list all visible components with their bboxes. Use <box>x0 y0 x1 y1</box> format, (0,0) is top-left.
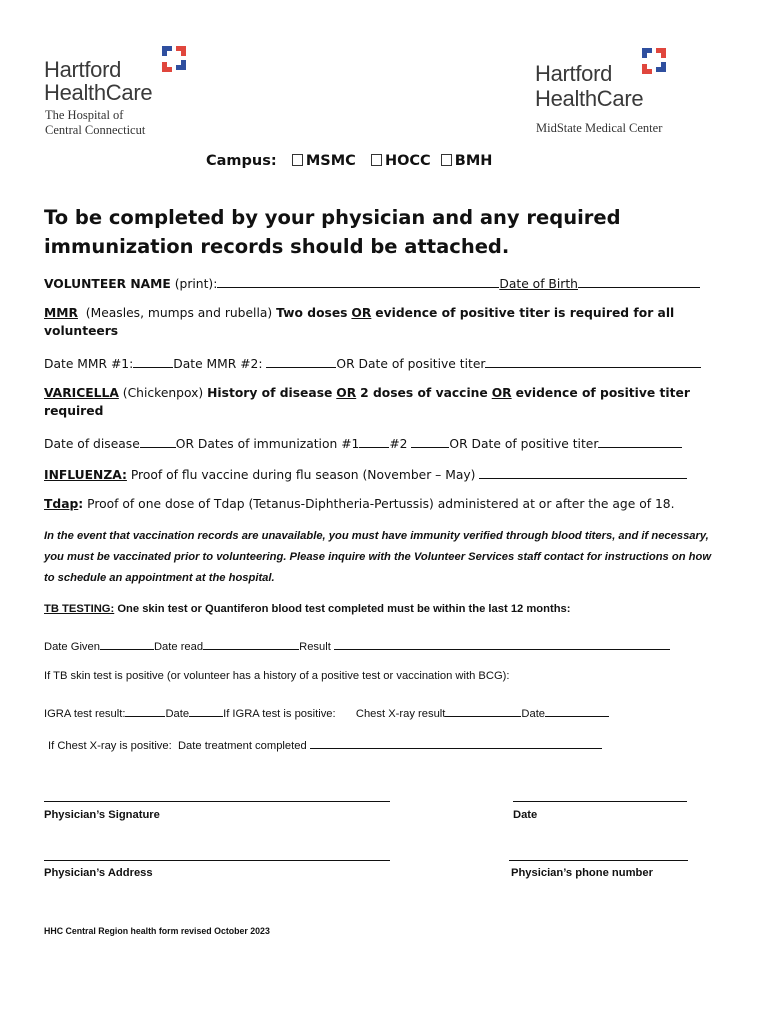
varicella-imm1-field[interactable] <box>359 435 389 448</box>
varicella-req-a: History of disease <box>207 386 333 400</box>
physician-address-label: Physician’s Address <box>44 867 153 879</box>
dob-field[interactable] <box>578 275 700 288</box>
volunteer-name-field[interactable] <box>217 275 499 288</box>
logo-right-line1: Hartford <box>535 61 613 86</box>
tdap-row: Tdap: Proof of one dose of Tdap (Tetanus-Diphtheria-Pertussis) administered at or after the age of 18. <box>44 497 675 511</box>
mmr-titer-field[interactable] <box>485 355 701 368</box>
igra-date-label: Date <box>165 708 190 720</box>
page-heading: To be completed by your physician and any required immunization records should be attached. <box>44 206 621 258</box>
mmr-date1-label: Date MMR #1: <box>44 357 134 371</box>
logo-left-line1: Hartford <box>44 57 122 82</box>
logo-left-line2: HealthCare <box>44 80 153 105</box>
volunteer-row <box>44 275 700 291</box>
signature-date-label: Date <box>513 809 538 821</box>
campus-option-bmh: BMH <box>454 153 493 169</box>
physician-signature-field[interactable] <box>44 801 390 802</box>
igra-label: IGRA test result: <box>44 708 126 720</box>
varicella-titer-label: OR Date of positive titer <box>449 437 599 451</box>
varicella-req-b: 2 doses of vaccine <box>360 386 488 400</box>
varicella-req-d: required <box>44 404 104 418</box>
varicella-imm-label: OR Dates of immunization #1 <box>175 437 360 451</box>
mmr-date2-field[interactable] <box>266 355 336 368</box>
signature-date-field[interactable] <box>513 801 687 802</box>
volunteer-name-label: VOLUNTEER NAME <box>44 277 171 291</box>
varicella-or2: OR <box>491 386 512 400</box>
influenza-text: Proof of flu vaccine during flu season (November – May) <box>130 468 476 482</box>
igra-date-field[interactable] <box>189 704 223 717</box>
mmr-dates-row <box>44 355 701 371</box>
mmr-row <box>44 306 674 320</box>
hhc-logo-mark-icon <box>156 44 190 76</box>
physician-phone-field[interactable] <box>509 860 688 861</box>
influenza-row <box>44 466 687 482</box>
tb-result-label: Result <box>299 641 331 653</box>
physician-signature-label: Physician’s Signature <box>44 809 160 821</box>
varicella-title: VARICELLA <box>44 386 119 400</box>
treatment-label: Date treatment completed <box>177 740 307 752</box>
tb-read-field[interactable] <box>203 637 299 650</box>
hhc-logo-mark-icon <box>636 44 670 80</box>
igra-positive-label: If IGRA test is positive: <box>223 708 336 720</box>
igra-row <box>44 704 609 720</box>
mmr-req-c: volunteers <box>44 324 119 338</box>
tb-result-field[interactable] <box>334 637 670 650</box>
varicella-desc: (Chickenpox) <box>122 386 204 400</box>
campus-option-hocc: HOCC <box>384 153 431 169</box>
logo-right-sub1: MidState Medical Center <box>536 121 663 135</box>
xray-date-field[interactable] <box>545 704 609 717</box>
checkbox-msmc[interactable] <box>292 154 303 166</box>
form-footer: HHC Central Region health form revised October 2023 <box>44 926 270 936</box>
campus-row <box>206 153 492 169</box>
varicella-or1: OR <box>336 386 357 400</box>
tb-title: TB TESTING: <box>44 603 115 615</box>
volunteer-print-label: (print): <box>174 277 218 291</box>
tdap-text: Proof of one dose of Tdap (Tetanus-Diphtheria-Pertussis) administered at or after the age of 18. <box>87 497 675 511</box>
tb-given-field[interactable] <box>100 637 154 650</box>
xray-positive-label: If Chest X-ray is positive: <box>48 740 172 752</box>
xray-label: Chest X-ray result <box>355 708 446 720</box>
varicella-req-c: evidence of positive titer <box>515 386 690 400</box>
varicella-row <box>44 386 690 400</box>
campus-option-msmc: MSMC <box>305 153 356 169</box>
mmr-desc: (Measles, mumps and rubella) <box>85 306 273 320</box>
tdap-title: Tdap <box>44 497 79 511</box>
influenza-field[interactable] <box>479 466 687 479</box>
treatment-date-field[interactable] <box>310 736 602 749</box>
xray-result-field[interactable] <box>445 704 521 717</box>
mmr-req-b: evidence of positive titer is required for all <box>375 306 675 320</box>
dob-label: Date of Birth <box>499 277 578 291</box>
varicella-titer-field[interactable] <box>598 435 682 448</box>
checkbox-hocc[interactable] <box>371 154 382 166</box>
varicella-dates-row <box>44 435 682 451</box>
physician-phone-label: Physician’s phone number <box>511 867 653 879</box>
varicella-disease-label: Date of disease <box>44 437 140 451</box>
igra-result-field[interactable] <box>125 704 165 717</box>
mmr-date1-field[interactable] <box>133 355 173 368</box>
varicella-imm2-label: #2 <box>389 437 408 451</box>
xray-date-label: Date <box>521 708 546 720</box>
mmr-titer-label: OR Date of positive titer <box>336 357 486 371</box>
physician-address-field[interactable] <box>44 860 390 861</box>
mmr-date2-label: Date MMR #2: <box>173 357 263 371</box>
tb-positive-text: If TB skin test is positive (or volunteer has a history of a positive test or vaccination with BCG): <box>44 670 510 682</box>
logo-left-sub2: Central Connecticut <box>45 123 146 137</box>
mmr-title: MMR <box>44 306 78 320</box>
xray-positive-row <box>48 736 602 752</box>
influenza-title: INFLUENZA: <box>44 468 127 482</box>
varicella-imm2-field[interactable] <box>411 435 449 448</box>
tb-title-row <box>44 603 571 615</box>
mmr-req-a: Two doses <box>276 306 348 320</box>
tb-text: One skin test or Quantiferon blood test completed must be within the last 12 months: <box>117 603 571 615</box>
checkbox-bmh[interactable] <box>441 154 452 166</box>
records-notice: In the event that vaccination records are unavailable, you must have immunity verified through blood titers, and if necessary, you must be vaccinated prior to volunteering. Please inquire with the Volunteer Services staff contact for instructions on how to schedule an appointment at the hospital. <box>44 530 712 584</box>
tb-given-label: Date Given <box>44 641 100 653</box>
tb-dates-row <box>44 637 670 653</box>
logo-right-line2: HealthCare <box>535 86 644 111</box>
logo-left-sub1: The Hospital of <box>45 108 124 122</box>
varicella-disease-field[interactable] <box>140 435 176 448</box>
campus-label: Campus: <box>206 153 277 169</box>
tb-read-label: Date read <box>153 641 204 653</box>
mmr-or: OR <box>351 306 372 320</box>
